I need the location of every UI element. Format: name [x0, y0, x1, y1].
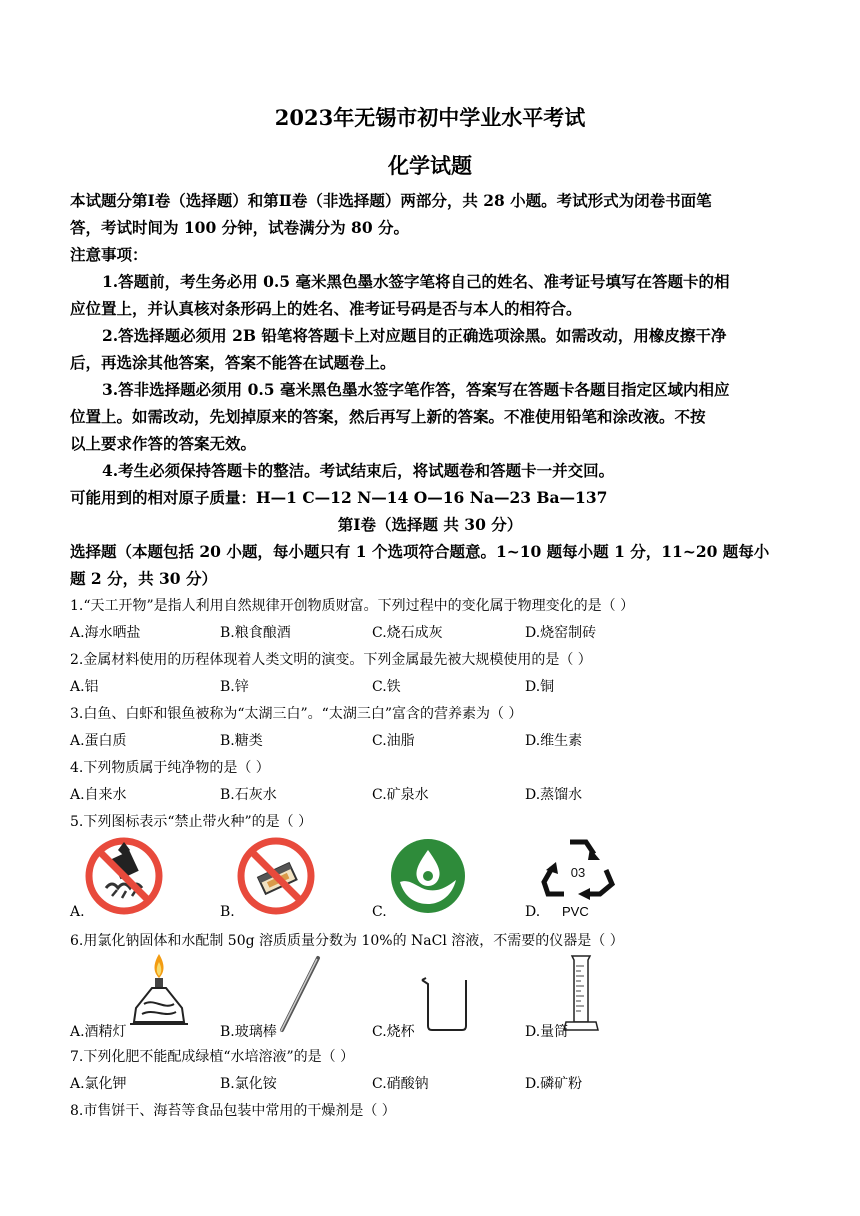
q4-option-b: B.石灰水: [220, 787, 277, 803]
q1-option-b: B.粮食酿酒: [220, 625, 291, 641]
intro-line-2: 答，考试时间为 100 分钟，试卷满分为 80 分。: [70, 218, 410, 237]
question-2-stem: 2.金属材料使用的历程体现着人类文明的演变。下列金属最先被大规模使用的是（ ）: [70, 652, 592, 668]
q1-option-a: A.海水晒盐: [70, 625, 141, 641]
q7-option-a: A.氯化钾: [70, 1076, 127, 1092]
recycle-pvc-icon: [538, 834, 618, 902]
notice-line: 后，再选涂其他答案，答案不能答在试题卷上。: [70, 353, 396, 372]
recycle-number: 03: [570, 865, 586, 880]
recycle-label: PVC: [562, 904, 589, 919]
exam-title: 2023年无锡市初中学业水平考试: [274, 105, 586, 130]
q5-option-a: A.: [70, 904, 85, 920]
notice-line: 应位置上，并认真核对条形码上的姓名、准考证号码是否与本人的相符合。: [70, 299, 582, 318]
q6-option-b: B.玻璃棒: [220, 1024, 277, 1040]
q2-option-b: B.锌: [220, 679, 249, 695]
question-8-stem: 8.市售饼干、海苔等食品包装中常用的干燥剂是（ ）: [70, 1103, 396, 1119]
notice-line: 3.答非选择题必须用 0.5 毫米黑色墨水签字笔作答，答案写在答题卡各题目指定区域内相应: [102, 380, 730, 399]
glass-rod-icon: [270, 954, 330, 1034]
question-6-stem: 6.用氯化钠固体和水配制 50g 溶质质量分数为 10%的 NaCl 溶液，不需要的仪器是（ ）: [70, 933, 624, 949]
q4-option-d: D.蒸馏水: [525, 787, 583, 803]
question-1-stem: 1.“天工开物”是指人利用自然规律开创物质财富。下列过程中的变化属于物理变化的是（ ）: [70, 598, 635, 614]
prohibit-fire-source-icon: [84, 836, 164, 916]
question-3-stem: 3.白鱼、白虾和银鱼被称为“太湖三白”。“太湖三白”富含的营养素为（ ）: [70, 706, 523, 722]
q3-option-a: A.蛋白质: [70, 733, 127, 749]
atomic-mass-line: 可能用到的相对原子质量：H—1 C—12 N—14 O—16 Na—23 Ba—137: [70, 488, 608, 507]
q3-option-b: B.糖类: [220, 733, 263, 749]
q6-option-a: A.酒精灯: [70, 1024, 127, 1040]
notice-line: 以上要求作答的答案无效。: [70, 434, 257, 453]
notice-line: 2.答选择题必须用 2B 铅笔将答题卡上对应题目的正确选项涂黑。如需改动，用橡皮擦干净: [102, 326, 727, 345]
exam-subtitle: 化学试题: [388, 153, 472, 178]
q4-option-a: A.自来水: [70, 787, 127, 803]
question-5-stem: 5.下列图标表示“禁止带火种”的是（ ）: [70, 814, 313, 830]
section-desc-line-1: 选择题（本题包括 20 小题，每小题只有 1 个选项符合题意。1~10 题每小题 1 分，11~20 题每小: [70, 542, 770, 561]
q7-option-b: B.氯化铵: [220, 1076, 277, 1092]
intro-line-1: 本试题分第Ⅰ卷（选择题）和第Ⅱ卷（非选择题）两部分，共 28 小题。考试形式为闭卷书面笔: [70, 191, 712, 210]
q2-option-a: A.铝: [70, 679, 99, 695]
notice-line: 位置上。如需改动，先划掉原来的答案，然后再写上新的答案。不准使用铅笔和涂改液。不按: [70, 407, 706, 426]
q7-option-c: C.硝酸钠: [372, 1076, 429, 1092]
q3-option-c: C.油脂: [372, 733, 415, 749]
q5-option-b: B.: [220, 904, 235, 920]
q5-option-d: D.: [525, 904, 541, 920]
q6-option-c: C.烧杯: [372, 1024, 415, 1040]
section-title: 第Ⅰ卷（选择题 共 30 分）: [337, 515, 523, 534]
beaker-icon: [418, 974, 474, 1032]
notice-line: 1.答题前，考生务必用 0.5 毫米黑色墨水签字笔将自己的姓名、准考证号填写在答题卡的相: [102, 272, 730, 291]
q2-option-c: C.铁: [372, 679, 401, 695]
q2-option-d: D.铜: [525, 679, 555, 695]
question-7-stem: 7.下列化肥不能配成绿植“水培溶液”的是（ ）: [70, 1049, 355, 1065]
q5-option-c: C.: [372, 904, 387, 920]
prohibit-matches-icon: [236, 836, 316, 916]
water-saving-icon: [388, 836, 468, 916]
q1-option-c: C.烧石成灰: [372, 625, 443, 641]
q6-option-d: D.量筒: [525, 1024, 569, 1040]
q4-option-c: C.矿泉水: [372, 787, 429, 803]
q3-option-d: D.维生素: [525, 733, 583, 749]
section-desc-line-2: 题 2 分，共 30 分）: [70, 569, 217, 588]
notice-line: 4.考生必须保持答题卡的整洁。考试结束后，将试题卷和答题卡一并交回。: [102, 461, 615, 480]
alcohol-lamp-icon: [126, 952, 192, 1032]
q1-option-d: D.烧窑制砖: [525, 625, 597, 641]
question-4-stem: 4.下列物质属于纯净物的是（ ）: [70, 760, 270, 776]
q7-option-d: D.磷矿粉: [525, 1076, 583, 1092]
notice-heading: 注意事项：: [70, 245, 148, 264]
